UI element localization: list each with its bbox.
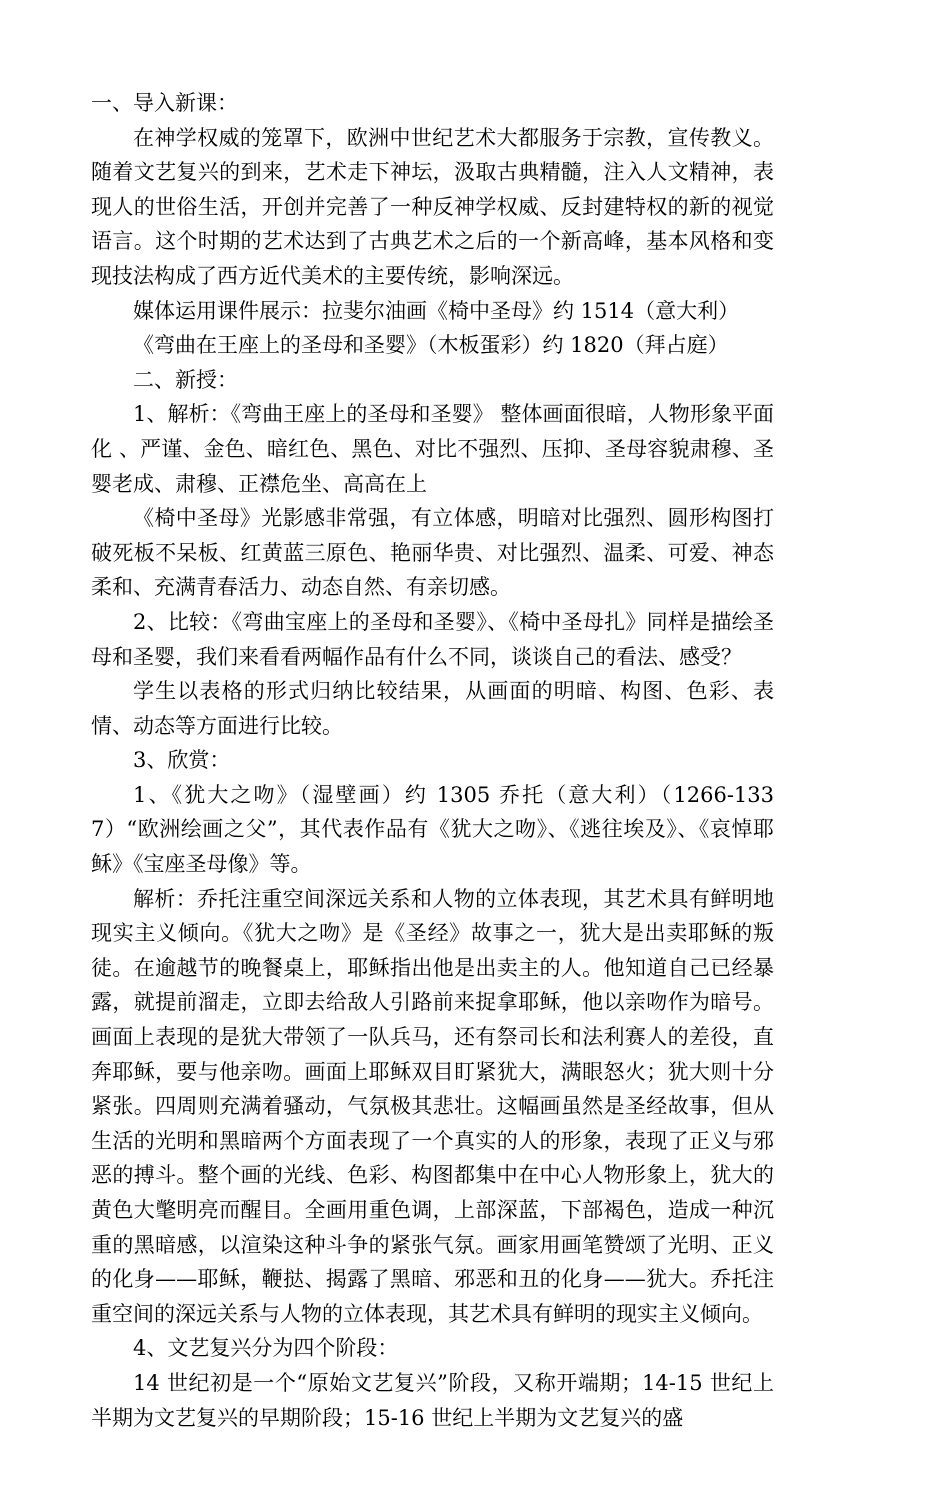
paragraph-stages: 14 世纪初是一个“原始文艺复兴”阶段，又称开端期；14-15 世纪上半期为文艺复兴的早期阶段；15-16 世纪上半期为文艺复兴的盛: [91, 1370, 774, 1430]
paragraph-kiss-analysis: 解析：乔托注重空间深远关系和人物的立体表现，其艺术具有鲜明地现实主义倾向。《犹大之吻》是《圣经》故事之一，犹大是出卖耶稣的叛徒。在逾越节的晚餐桌上，耶稣指出他是出卖主的人。他知道自己已经暴露，就提前溜走，立即去给敌人引路前来捉拿耶稣，他以亲吻作为暗号。画面上表现的是犹大带领了一队兵马，还有祭司长和法利赛人的差役，直奔耶稣，要与他亲吻。画面上耶稣双目盯紧犹大，满眼怒火；犹大则十分紧张。四周则充满着骚动，气氛极其悲壮。这幅画虽然是圣经故事，但从生活的光明和黑暗两个方面表现了一个真实的人的形象，表现了正义与邪恶的搏斗。整个画的光线、色彩、构图都集中在中心人物形象上，犹大的黄色大氅明亮而醒目。全画用重色调，上部深蓝，下部褐色，造成一种沉重的黑暗感，以渲染这种斗争的紧张气氛。画家用画笔赞颂了光明、正义的化身——耶稣，鞭挞、揭露了黑暗、邪恶和丑的化身——犹大。乔托注重空间的深远关系与人物的立体表现，其艺术具有鲜明的现实主义倾向。: [91, 886, 774, 1326]
section-heading-appreciation: 3、欣赏：: [133, 748, 231, 773]
paragraph-media-byzantine: 《弯曲在王座上的圣母和圣婴》（木板蛋彩）约 1820（拜占庭）: [133, 333, 729, 358]
section-heading-new-lesson: 二、新授：: [133, 367, 238, 392]
section-heading-four-stages: 4、文艺复兴分为四个阶段：: [133, 1336, 399, 1361]
paragraph-intro: 在神学权威的笼罩下，欧洲中世纪艺术大都服务于宗教，宣传教义。随着文艺复兴的到来，艺术走下神坛，汲取古典精髓，注入人文精神，表现人的世俗生活，开创并完善了一种反神学权威、反封建特权的新的视觉语言。这个时期的艺术达到了古典艺术之后的一个新高峰，基本风格和变现技法构成了西方近代美术的主要传统，影响深远。: [91, 125, 774, 288]
section-heading-intro: 一、导入新课：: [91, 91, 238, 115]
document-page: [91, 86, 774, 1435]
paragraph-analysis-raphael: 《椅中圣母》光影感非常强，有立体感，明暗对比强烈、圆形构图打破死板不呆板、红黄蓝三原色、艳丽华贵、对比强烈、温柔、可爱、神态柔和、充满青春活力、动态自然、有亲切感。: [91, 506, 774, 600]
paragraph-comparison: 2、比较：《弯曲宝座上的圣母和圣婴》、《椅中圣母扎》同样是描绘圣母和圣婴，我们来看看两幅作品有什么不同，谈谈自己的看法、感受？: [91, 609, 774, 669]
paragraph-student-table: 学生以表格的形式归纳比较结果，从画面的明暗、构图、色彩、表情、动态等方面进行比较。: [91, 679, 774, 738]
paragraph-media-raphael: 媒体运用课件展示：拉斐尔油画《椅中圣母》约 1514（意大利）: [133, 298, 740, 323]
paragraph-analysis-byzantine: 1、解析：《弯曲王座上的圣母和圣婴》 整体画面很暗，人物形象平面化 、严谨、金色、暗红色、黑色、对比不强烈、压抑、圣母容貌肃穆、圣婴老成、肃穆、正襟危坐、高高在上: [91, 402, 774, 496]
paragraph-kiss-of-judas: 1、《犹大之吻》（湿壁画）约 1305 乔托（意大利）（1266-1337）“欧洲绘画之父”，其代表作品有《犹大之吻》、《逃往埃及》、《哀悼耶稣》《宝座圣母像》等。: [91, 782, 774, 877]
